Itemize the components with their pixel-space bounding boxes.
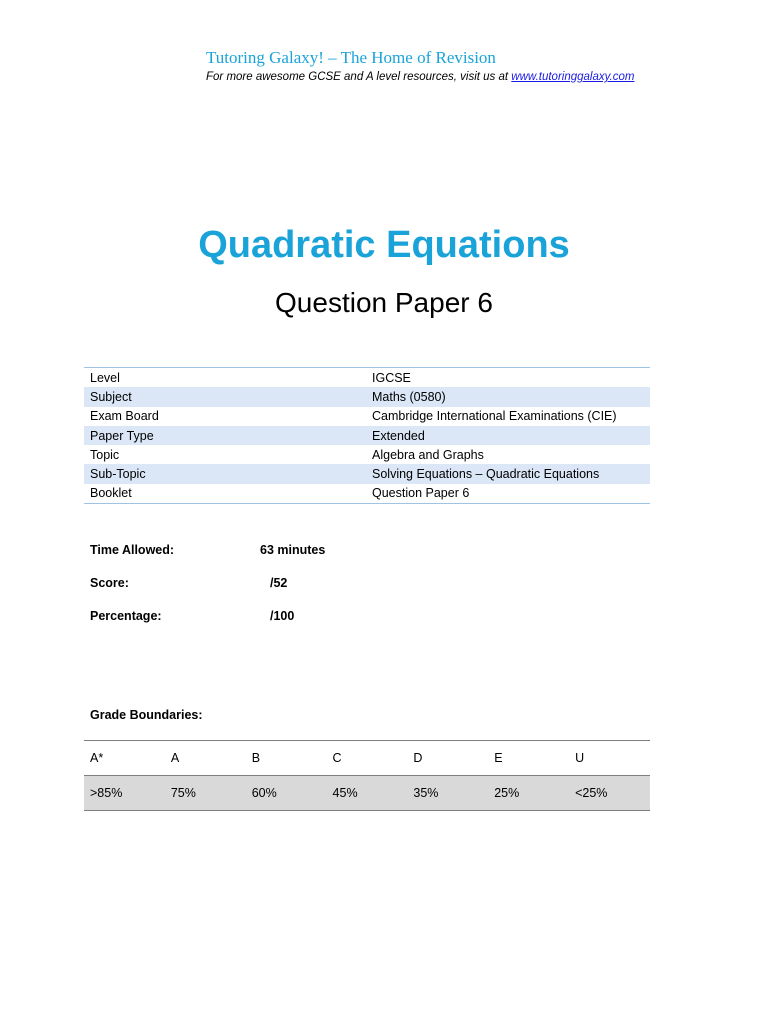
threshold-cell: 45% <box>327 776 408 811</box>
website-link[interactable]: www.tutoringgalaxy.com <box>511 71 635 83</box>
info-key: Subject <box>84 387 366 406</box>
threshold-cell: 75% <box>165 776 246 811</box>
info-value: Solving Equations – Quadratic Equations <box>366 464 650 483</box>
info-value: IGCSE <box>372 370 411 385</box>
info-key: Booklet <box>90 486 132 501</box>
info-key: Exam Board <box>90 409 159 424</box>
threshold-cell: 25% <box>488 776 569 811</box>
score-label: Score: <box>90 576 129 590</box>
info-row-topic <box>84 445 650 464</box>
info-row-subject <box>84 387 650 406</box>
time-allowed-value: 63 minutes <box>260 543 326 557</box>
grade-header-row <box>84 741 650 776</box>
brand-title: Tutoring Galaxy! – The Home of Revision <box>206 48 496 67</box>
info-key: Topic <box>90 447 120 462</box>
info-row-exam-board <box>84 407 650 426</box>
grade-cell: E <box>488 741 569 776</box>
grade-cell: B <box>246 741 327 776</box>
info-row-sub-topic <box>84 464 650 483</box>
percentage-value: /100 <box>270 609 295 623</box>
grade-cell: A* <box>84 741 165 776</box>
info-key: Paper Type <box>84 426 366 445</box>
info-row-paper-type <box>84 426 650 445</box>
info-value: Algebra and Graphs <box>372 447 484 462</box>
grade-cell: D <box>407 741 488 776</box>
info-value: Question Paper 6 <box>372 486 470 501</box>
page-subtitle: Question Paper 6 <box>275 287 493 318</box>
grade-cell: C <box>327 741 408 776</box>
grade-cell: A <box>165 741 246 776</box>
grade-cell: U <box>569 741 650 776</box>
threshold-cell: 35% <box>407 776 488 811</box>
info-key: Sub-Topic <box>84 464 366 483</box>
info-value: Maths (0580) <box>366 387 650 406</box>
percentage-label: Percentage: <box>90 609 162 623</box>
info-row-level <box>84 368 650 388</box>
info-row-booklet <box>84 484 650 504</box>
threshold-cell: 60% <box>246 776 327 811</box>
grade-boundaries-table <box>84 740 650 811</box>
grade-boundaries-title: Grade Boundaries: <box>90 708 203 722</box>
page-title: Quadratic Equations <box>198 224 570 266</box>
threshold-cell: >85% <box>84 776 165 811</box>
threshold-cell: <25% <box>569 776 650 811</box>
info-value: Extended <box>366 426 650 445</box>
time-allowed-label: Time Allowed: <box>90 543 175 557</box>
tagline-text: For more awesome GCSE and A level resources, visit us at <box>206 71 512 83</box>
info-table <box>84 367 650 504</box>
score-value: /52 <box>270 576 288 590</box>
grade-threshold-row <box>84 776 650 811</box>
info-key: Level <box>90 370 120 385</box>
tagline <box>206 71 634 83</box>
info-value: Cambridge International Examinations (CIE) <box>372 409 617 424</box>
